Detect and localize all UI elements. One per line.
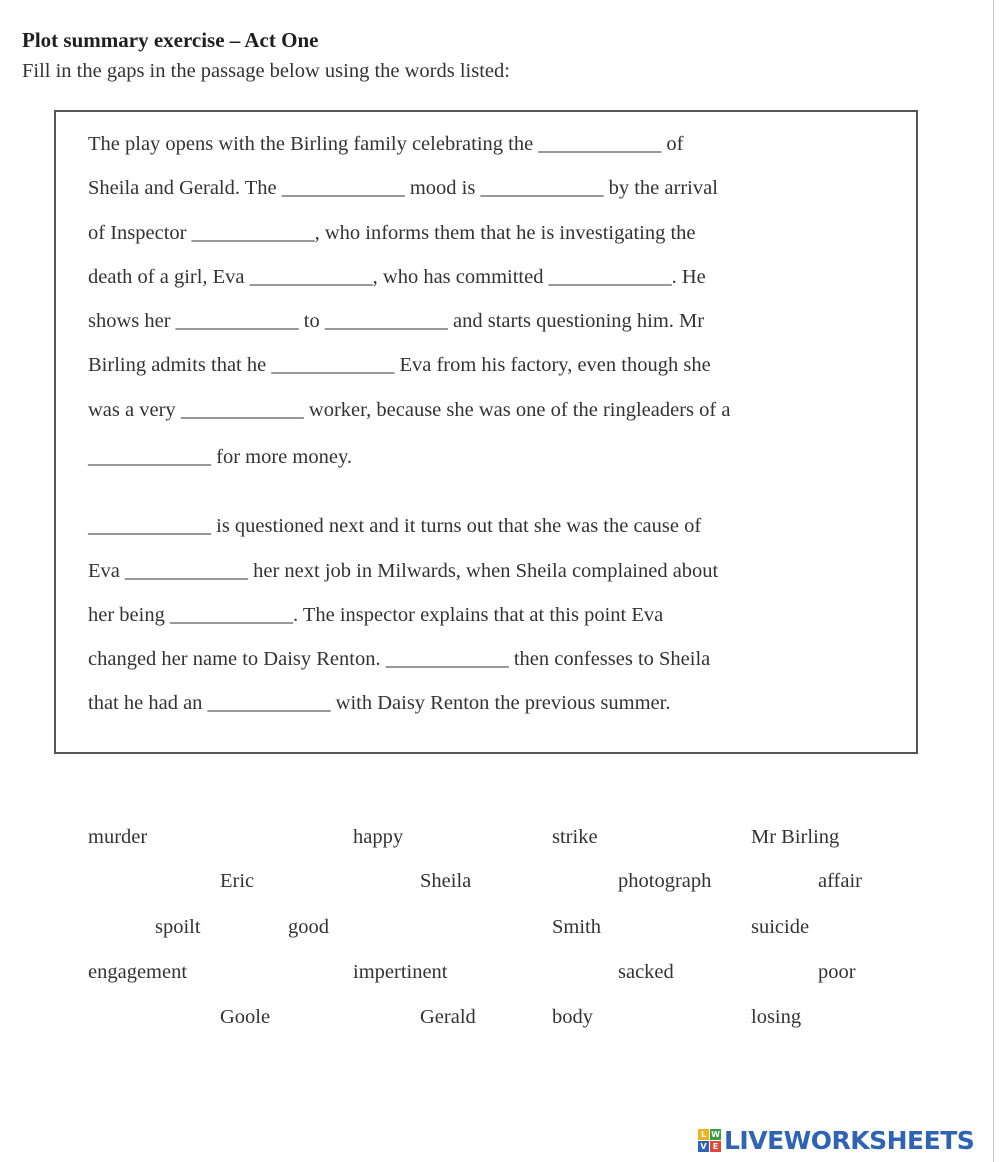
word-bank-item: Mr Birling (751, 826, 840, 848)
passage-line: changed her name to Daisy Renton. ____________ then confesses to Sheila (88, 648, 711, 670)
word-bank-item: engagement (88, 961, 188, 983)
liveworksheets-logo[interactable] (698, 1126, 974, 1155)
logo-text: LIVEWORKSHEETS (724, 1126, 975, 1155)
passage-line: The play opens with the Birling family celebrating the ____________ of (88, 133, 684, 155)
word-bank-item: Goole (220, 1006, 271, 1028)
passage-line: was a very ____________ worker, because she was one of the ringleaders of a (88, 399, 731, 421)
word-bank-item: Sheila (420, 870, 472, 892)
passage-line: Eva ____________ her next job in Milwards, when Sheila complained about (88, 560, 719, 582)
word-bank-item: happy (353, 826, 404, 848)
logo-mark-cell: V (698, 1141, 709, 1152)
passage-line: her being ____________. The inspector explains that at this point Eva (88, 604, 664, 626)
passage-line: that he had an ____________ with Daisy Renton the previous summer. (88, 692, 671, 714)
logo-mark-cell: E (710, 1141, 721, 1152)
passage-line: Sheila and Gerald. The ____________ mood is ____________ by the arrival (88, 177, 718, 199)
word-bank-item: poor (818, 961, 856, 983)
word-bank-item: murder (88, 826, 148, 848)
word-bank-item: losing (751, 1006, 802, 1028)
word-bank-item: affair (818, 870, 863, 892)
word-bank-item: Gerald (420, 1006, 476, 1028)
word-bank-item: photograph (618, 870, 712, 892)
liveworksheets-logo-icon (698, 1129, 721, 1152)
word-bank-item: suicide (751, 916, 810, 938)
word-bank-item: sacked (618, 961, 674, 983)
word-bank-item: Eric (220, 870, 255, 892)
instruction-text: Fill in the gaps in the passage below using the words listed: (22, 60, 510, 82)
word-bank-item: strike (552, 826, 598, 848)
word-bank-item: impertinent (353, 961, 448, 983)
word-bank-item: spoilt (155, 916, 201, 938)
page-title: Plot summary exercise – Act One (22, 28, 319, 52)
passage-line: ____________ is questioned next and it turns out that she was the cause of (88, 515, 702, 537)
passage-line: Birling admits that he ____________ Eva from his factory, even though she (88, 354, 711, 376)
passage-line: death of a girl, Eva ____________, who has committed ____________. He (88, 266, 706, 288)
logo-mark-cell: W (711, 1130, 720, 1139)
passage-line: shows her ____________ to ____________ and starts questioning him. Mr (88, 310, 705, 332)
passage-line: of Inspector ____________, who informs them that he is investigating the (88, 222, 696, 244)
word-bank-item: body (552, 1006, 593, 1028)
logo-mark-cell: L (698, 1129, 709, 1140)
passage-line: ____________ for more money. (88, 446, 352, 468)
word-bank-item: good (288, 916, 329, 938)
word-bank-item: Smith (552, 916, 601, 938)
